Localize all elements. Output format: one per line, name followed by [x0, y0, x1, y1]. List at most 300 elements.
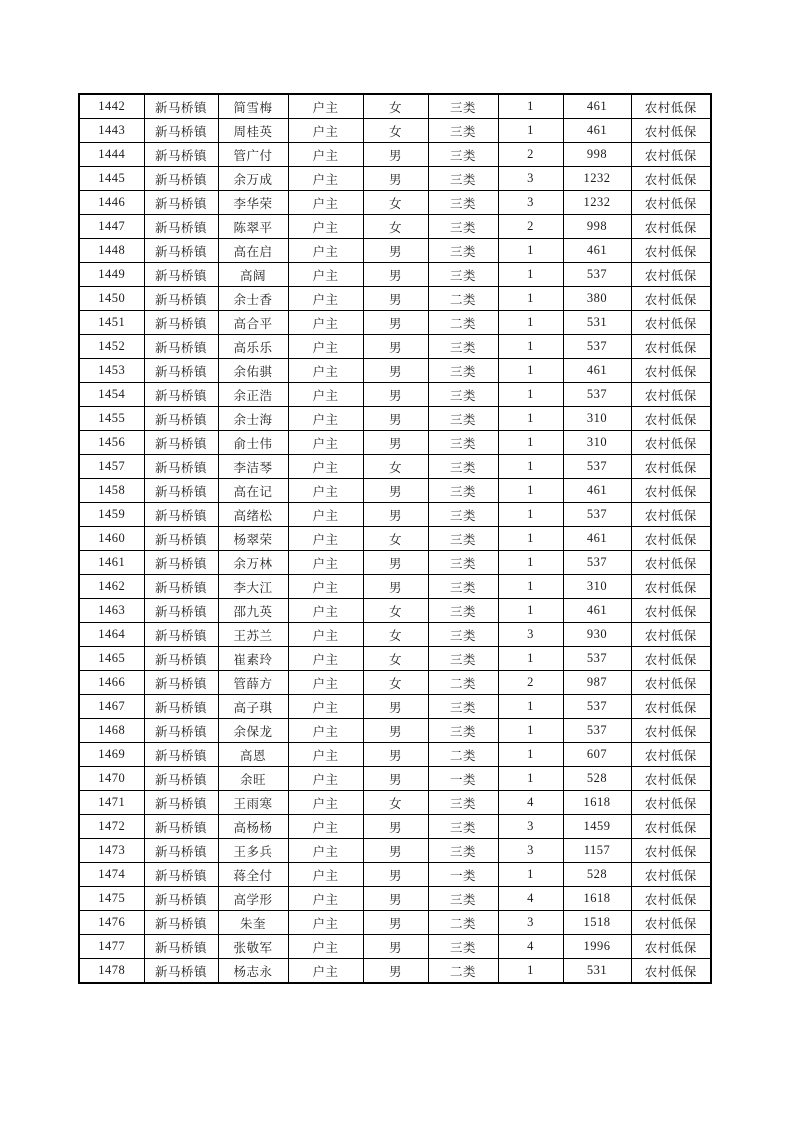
cell-name: 张敬军 — [218, 935, 288, 959]
cell-program: 农村低保 — [631, 143, 711, 167]
cell-town: 新马桥镇 — [144, 551, 218, 575]
cell-program: 农村低保 — [631, 191, 711, 215]
table-row — [79, 407, 711, 431]
cell-relation: 户主 — [288, 719, 363, 743]
cell-gender: 男 — [363, 839, 428, 863]
cell-gender: 男 — [363, 359, 428, 383]
cell-gender: 男 — [363, 287, 428, 311]
cell-relation: 户主 — [288, 263, 363, 287]
cell-name: 李华荣 — [218, 191, 288, 215]
cell-relation: 户主 — [288, 191, 363, 215]
cell-amount: 380 — [563, 287, 631, 311]
cell-amount: 1518 — [563, 911, 631, 935]
cell-name: 朱奎 — [218, 911, 288, 935]
cell-program: 农村低保 — [631, 239, 711, 263]
cell-program: 农村低保 — [631, 503, 711, 527]
cell-gender: 男 — [363, 767, 428, 791]
cell-town: 新马桥镇 — [144, 911, 218, 935]
cell-category: 三类 — [428, 935, 498, 959]
cell-relation: 户主 — [288, 551, 363, 575]
cell-people-count: 1 — [498, 767, 563, 791]
cell-name: 高杨杨 — [218, 815, 288, 839]
cell-town: 新马桥镇 — [144, 839, 218, 863]
cell-relation: 户主 — [288, 287, 363, 311]
cell-program: 农村低保 — [631, 215, 711, 239]
cell-name: 高学形 — [218, 887, 288, 911]
cell-gender: 女 — [363, 671, 428, 695]
cell-category: 二类 — [428, 287, 498, 311]
cell-index: 1457 — [79, 455, 144, 479]
table-row — [79, 791, 711, 815]
cell-amount: 537 — [563, 455, 631, 479]
cell-category: 三类 — [428, 431, 498, 455]
cell-people-count: 2 — [498, 215, 563, 239]
cell-relation: 户主 — [288, 839, 363, 863]
table-row — [79, 623, 711, 647]
cell-town: 新马桥镇 — [144, 359, 218, 383]
cell-index: 1456 — [79, 431, 144, 455]
cell-category: 三类 — [428, 575, 498, 599]
cell-relation: 户主 — [288, 455, 363, 479]
cell-category: 三类 — [428, 599, 498, 623]
cell-town: 新马桥镇 — [144, 167, 218, 191]
cell-program: 农村低保 — [631, 839, 711, 863]
cell-gender: 女 — [363, 455, 428, 479]
cell-program: 农村低保 — [631, 479, 711, 503]
cell-town: 新马桥镇 — [144, 263, 218, 287]
cell-amount: 528 — [563, 767, 631, 791]
cell-town: 新马桥镇 — [144, 791, 218, 815]
cell-program: 农村低保 — [631, 335, 711, 359]
cell-gender: 男 — [363, 407, 428, 431]
cell-amount: 537 — [563, 503, 631, 527]
cell-relation: 户主 — [288, 311, 363, 335]
cell-category: 三类 — [428, 695, 498, 719]
cell-people-count: 1 — [498, 455, 563, 479]
cell-program: 农村低保 — [631, 527, 711, 551]
cell-gender: 男 — [363, 431, 428, 455]
cell-category: 一类 — [428, 863, 498, 887]
cell-relation: 户主 — [288, 935, 363, 959]
cell-people-count: 1 — [498, 527, 563, 551]
cell-amount: 310 — [563, 431, 631, 455]
cell-amount: 461 — [563, 599, 631, 623]
cell-town: 新马桥镇 — [144, 959, 218, 984]
table-row — [79, 287, 711, 311]
cell-name: 余保龙 — [218, 719, 288, 743]
cell-relation: 户主 — [288, 359, 363, 383]
cell-name: 简雪梅 — [218, 94, 288, 119]
cell-people-count: 1 — [498, 695, 563, 719]
cell-town: 新马桥镇 — [144, 815, 218, 839]
cell-program: 农村低保 — [631, 359, 711, 383]
cell-amount: 461 — [563, 239, 631, 263]
cell-town: 新马桥镇 — [144, 215, 218, 239]
cell-name: 王雨寒 — [218, 791, 288, 815]
cell-amount: 1157 — [563, 839, 631, 863]
cell-index: 1458 — [79, 479, 144, 503]
cell-amount: 537 — [563, 719, 631, 743]
cell-category: 二类 — [428, 671, 498, 695]
cell-gender: 男 — [363, 935, 428, 959]
cell-index: 1453 — [79, 359, 144, 383]
cell-town: 新马桥镇 — [144, 335, 218, 359]
cell-category: 三类 — [428, 887, 498, 911]
cell-relation: 户主 — [288, 887, 363, 911]
cell-amount: 531 — [563, 311, 631, 335]
cell-index: 1465 — [79, 647, 144, 671]
cell-gender: 男 — [363, 263, 428, 287]
cell-program: 农村低保 — [631, 863, 711, 887]
cell-town: 新马桥镇 — [144, 743, 218, 767]
cell-program: 农村低保 — [631, 671, 711, 695]
cell-name: 崔素玲 — [218, 647, 288, 671]
cell-program: 农村低保 — [631, 887, 711, 911]
cell-category: 三类 — [428, 335, 498, 359]
cell-people-count: 1 — [498, 431, 563, 455]
cell-people-count: 1 — [498, 335, 563, 359]
cell-gender: 女 — [363, 791, 428, 815]
cell-name: 余士海 — [218, 407, 288, 431]
table-row — [79, 263, 711, 287]
cell-gender: 男 — [363, 815, 428, 839]
cell-program: 农村低保 — [631, 647, 711, 671]
cell-index: 1475 — [79, 887, 144, 911]
cell-gender: 男 — [363, 167, 428, 191]
cell-relation: 户主 — [288, 527, 363, 551]
cell-program: 农村低保 — [631, 407, 711, 431]
cell-relation: 户主 — [288, 94, 363, 119]
cell-town: 新马桥镇 — [144, 623, 218, 647]
cell-town: 新马桥镇 — [144, 695, 218, 719]
cell-name: 王苏兰 — [218, 623, 288, 647]
cell-index: 1470 — [79, 767, 144, 791]
cell-amount: 998 — [563, 215, 631, 239]
cell-name: 高在启 — [218, 239, 288, 263]
table-row — [79, 767, 711, 791]
cell-category: 三类 — [428, 455, 498, 479]
cell-gender: 男 — [363, 551, 428, 575]
cell-relation: 户主 — [288, 383, 363, 407]
cell-town: 新马桥镇 — [144, 287, 218, 311]
cell-program: 农村低保 — [631, 431, 711, 455]
cell-people-count: 1 — [498, 551, 563, 575]
cell-people-count: 1 — [498, 383, 563, 407]
cell-amount: 537 — [563, 335, 631, 359]
cell-name: 高乐乐 — [218, 335, 288, 359]
cell-people-count: 1 — [498, 959, 563, 984]
cell-people-count: 3 — [498, 911, 563, 935]
cell-relation: 户主 — [288, 143, 363, 167]
cell-program: 农村低保 — [631, 623, 711, 647]
cell-people-count: 1 — [498, 479, 563, 503]
cell-category: 二类 — [428, 959, 498, 984]
cell-name: 余佑骐 — [218, 359, 288, 383]
cell-relation: 户主 — [288, 407, 363, 431]
cell-amount: 461 — [563, 527, 631, 551]
cell-relation: 户主 — [288, 671, 363, 695]
table-row — [79, 935, 711, 959]
cell-category: 三类 — [428, 383, 498, 407]
cell-program: 农村低保 — [631, 119, 711, 143]
table-row — [79, 911, 711, 935]
cell-relation: 户主 — [288, 767, 363, 791]
cell-category: 三类 — [428, 215, 498, 239]
table-row — [79, 503, 711, 527]
cell-amount: 461 — [563, 94, 631, 119]
cell-program: 农村低保 — [631, 575, 711, 599]
cell-people-count: 1 — [498, 263, 563, 287]
cell-people-count: 4 — [498, 791, 563, 815]
cell-program: 农村低保 — [631, 791, 711, 815]
cell-index: 1451 — [79, 311, 144, 335]
cell-gender: 女 — [363, 623, 428, 647]
cell-gender: 男 — [363, 695, 428, 719]
cell-program: 农村低保 — [631, 167, 711, 191]
cell-people-count: 4 — [498, 887, 563, 911]
cell-amount: 537 — [563, 695, 631, 719]
cell-town: 新马桥镇 — [144, 143, 218, 167]
cell-index: 1448 — [79, 239, 144, 263]
cell-relation: 户主 — [288, 743, 363, 767]
cell-town: 新马桥镇 — [144, 407, 218, 431]
cell-index: 1472 — [79, 815, 144, 839]
cell-index: 1445 — [79, 167, 144, 191]
cell-amount: 537 — [563, 551, 631, 575]
cell-people-count: 1 — [498, 719, 563, 743]
cell-people-count: 3 — [498, 623, 563, 647]
cell-category: 二类 — [428, 911, 498, 935]
cell-gender: 男 — [363, 239, 428, 263]
cell-index: 1471 — [79, 791, 144, 815]
cell-index: 1454 — [79, 383, 144, 407]
cell-category: 一类 — [428, 767, 498, 791]
cell-program: 农村低保 — [631, 599, 711, 623]
cell-town: 新马桥镇 — [144, 647, 218, 671]
cell-town: 新马桥镇 — [144, 575, 218, 599]
table-row — [79, 94, 711, 119]
table-row — [79, 191, 711, 215]
cell-name: 余万成 — [218, 167, 288, 191]
cell-index: 1467 — [79, 695, 144, 719]
cell-category: 三类 — [428, 94, 498, 119]
cell-amount: 531 — [563, 959, 631, 984]
cell-name: 李洁琴 — [218, 455, 288, 479]
cell-people-count: 1 — [498, 287, 563, 311]
cell-program: 农村低保 — [631, 383, 711, 407]
cell-name: 高阔 — [218, 263, 288, 287]
cell-town: 新马桥镇 — [144, 431, 218, 455]
table-row — [79, 239, 711, 263]
cell-people-count: 1 — [498, 599, 563, 623]
table-row — [79, 671, 711, 695]
cell-amount: 987 — [563, 671, 631, 695]
cell-relation: 户主 — [288, 479, 363, 503]
cell-category: 三类 — [428, 839, 498, 863]
cell-program: 农村低保 — [631, 815, 711, 839]
cell-index: 1452 — [79, 335, 144, 359]
cell-name: 杨翠荣 — [218, 527, 288, 551]
cell-town: 新马桥镇 — [144, 767, 218, 791]
cell-category: 三类 — [428, 239, 498, 263]
cell-gender: 女 — [363, 191, 428, 215]
cell-index: 1464 — [79, 623, 144, 647]
table-body — [79, 94, 711, 983]
cell-gender: 女 — [363, 599, 428, 623]
cell-relation: 户主 — [288, 215, 363, 239]
cell-relation: 户主 — [288, 791, 363, 815]
cell-name: 余旺 — [218, 767, 288, 791]
cell-category: 三类 — [428, 791, 498, 815]
cell-amount: 461 — [563, 359, 631, 383]
cell-amount: 1618 — [563, 791, 631, 815]
cell-index: 1474 — [79, 863, 144, 887]
cell-town: 新马桥镇 — [144, 311, 218, 335]
cell-people-count: 1 — [498, 503, 563, 527]
cell-relation: 户主 — [288, 695, 363, 719]
table-row — [79, 695, 711, 719]
cell-relation: 户主 — [288, 119, 363, 143]
cell-people-count: 1 — [498, 239, 563, 263]
cell-index: 1460 — [79, 527, 144, 551]
cell-program: 农村低保 — [631, 959, 711, 984]
cell-amount: 1618 — [563, 887, 631, 911]
cell-index: 1446 — [79, 191, 144, 215]
cell-people-count: 1 — [498, 647, 563, 671]
cell-people-count: 1 — [498, 94, 563, 119]
cell-town: 新马桥镇 — [144, 94, 218, 119]
cell-town: 新马桥镇 — [144, 935, 218, 959]
cell-category: 三类 — [428, 143, 498, 167]
cell-program: 农村低保 — [631, 455, 711, 479]
cell-name: 蒋全付 — [218, 863, 288, 887]
cell-category: 三类 — [428, 359, 498, 383]
cell-amount: 1459 — [563, 815, 631, 839]
cell-index: 1477 — [79, 935, 144, 959]
cell-index: 1443 — [79, 119, 144, 143]
cell-people-count: 3 — [498, 839, 563, 863]
cell-name: 陈翠平 — [218, 215, 288, 239]
cell-relation: 户主 — [288, 911, 363, 935]
cell-gender: 男 — [363, 959, 428, 984]
cell-gender: 女 — [363, 94, 428, 119]
cell-index: 1444 — [79, 143, 144, 167]
cell-index: 1449 — [79, 263, 144, 287]
cell-index: 1473 — [79, 839, 144, 863]
table-row — [79, 719, 711, 743]
cell-program: 农村低保 — [631, 719, 711, 743]
cell-category: 三类 — [428, 167, 498, 191]
cell-program: 农村低保 — [631, 551, 711, 575]
cell-amount: 461 — [563, 479, 631, 503]
cell-gender: 女 — [363, 119, 428, 143]
cell-amount: 461 — [563, 119, 631, 143]
cell-amount: 528 — [563, 863, 631, 887]
cell-category: 三类 — [428, 815, 498, 839]
cell-amount: 1232 — [563, 167, 631, 191]
cell-town: 新马桥镇 — [144, 479, 218, 503]
cell-gender: 男 — [363, 863, 428, 887]
cell-category: 三类 — [428, 719, 498, 743]
cell-name: 高子琪 — [218, 695, 288, 719]
table-row — [79, 599, 711, 623]
table-row — [79, 743, 711, 767]
cell-town: 新马桥镇 — [144, 527, 218, 551]
cell-relation: 户主 — [288, 239, 363, 263]
cell-town: 新马桥镇 — [144, 455, 218, 479]
cell-category: 三类 — [428, 647, 498, 671]
cell-town: 新马桥镇 — [144, 239, 218, 263]
cell-category: 三类 — [428, 407, 498, 431]
table-row — [79, 839, 711, 863]
table-row — [79, 479, 711, 503]
cell-index: 1478 — [79, 959, 144, 984]
cell-relation: 户主 — [288, 647, 363, 671]
cell-relation: 户主 — [288, 503, 363, 527]
cell-gender: 男 — [363, 335, 428, 359]
table-row — [79, 455, 711, 479]
table-row — [79, 335, 711, 359]
cell-relation: 户主 — [288, 599, 363, 623]
cell-amount: 537 — [563, 647, 631, 671]
cell-town: 新马桥镇 — [144, 599, 218, 623]
cell-index: 1442 — [79, 94, 144, 119]
cell-program: 农村低保 — [631, 311, 711, 335]
cell-index: 1450 — [79, 287, 144, 311]
cell-gender: 男 — [363, 503, 428, 527]
cell-relation: 户主 — [288, 575, 363, 599]
cell-program: 农村低保 — [631, 263, 711, 287]
cell-name: 李大江 — [218, 575, 288, 599]
cell-category: 三类 — [428, 479, 498, 503]
cell-people-count: 2 — [498, 143, 563, 167]
cell-people-count: 3 — [498, 167, 563, 191]
cell-index: 1469 — [79, 743, 144, 767]
cell-category: 三类 — [428, 503, 498, 527]
cell-name: 高绪松 — [218, 503, 288, 527]
table-row — [79, 863, 711, 887]
table-row — [79, 215, 711, 239]
cell-people-count: 3 — [498, 815, 563, 839]
cell-amount: 998 — [563, 143, 631, 167]
cell-name: 管广付 — [218, 143, 288, 167]
cell-amount: 537 — [563, 383, 631, 407]
table-row — [79, 359, 711, 383]
cell-people-count: 2 — [498, 671, 563, 695]
table-row — [79, 383, 711, 407]
cell-category: 三类 — [428, 551, 498, 575]
cell-town: 新马桥镇 — [144, 191, 218, 215]
cell-index: 1461 — [79, 551, 144, 575]
cell-category: 三类 — [428, 119, 498, 143]
cell-program: 农村低保 — [631, 743, 711, 767]
cell-category: 三类 — [428, 263, 498, 287]
cell-people-count: 1 — [498, 407, 563, 431]
cell-index: 1459 — [79, 503, 144, 527]
cell-program: 农村低保 — [631, 695, 711, 719]
cell-index: 1468 — [79, 719, 144, 743]
cell-program: 农村低保 — [631, 911, 711, 935]
cell-gender: 男 — [363, 911, 428, 935]
cell-town: 新马桥镇 — [144, 887, 218, 911]
cell-amount: 537 — [563, 263, 631, 287]
cell-gender: 女 — [363, 647, 428, 671]
cell-people-count: 1 — [498, 311, 563, 335]
cell-town: 新马桥镇 — [144, 671, 218, 695]
cell-index: 1466 — [79, 671, 144, 695]
cell-gender: 男 — [363, 743, 428, 767]
cell-name: 王多兵 — [218, 839, 288, 863]
